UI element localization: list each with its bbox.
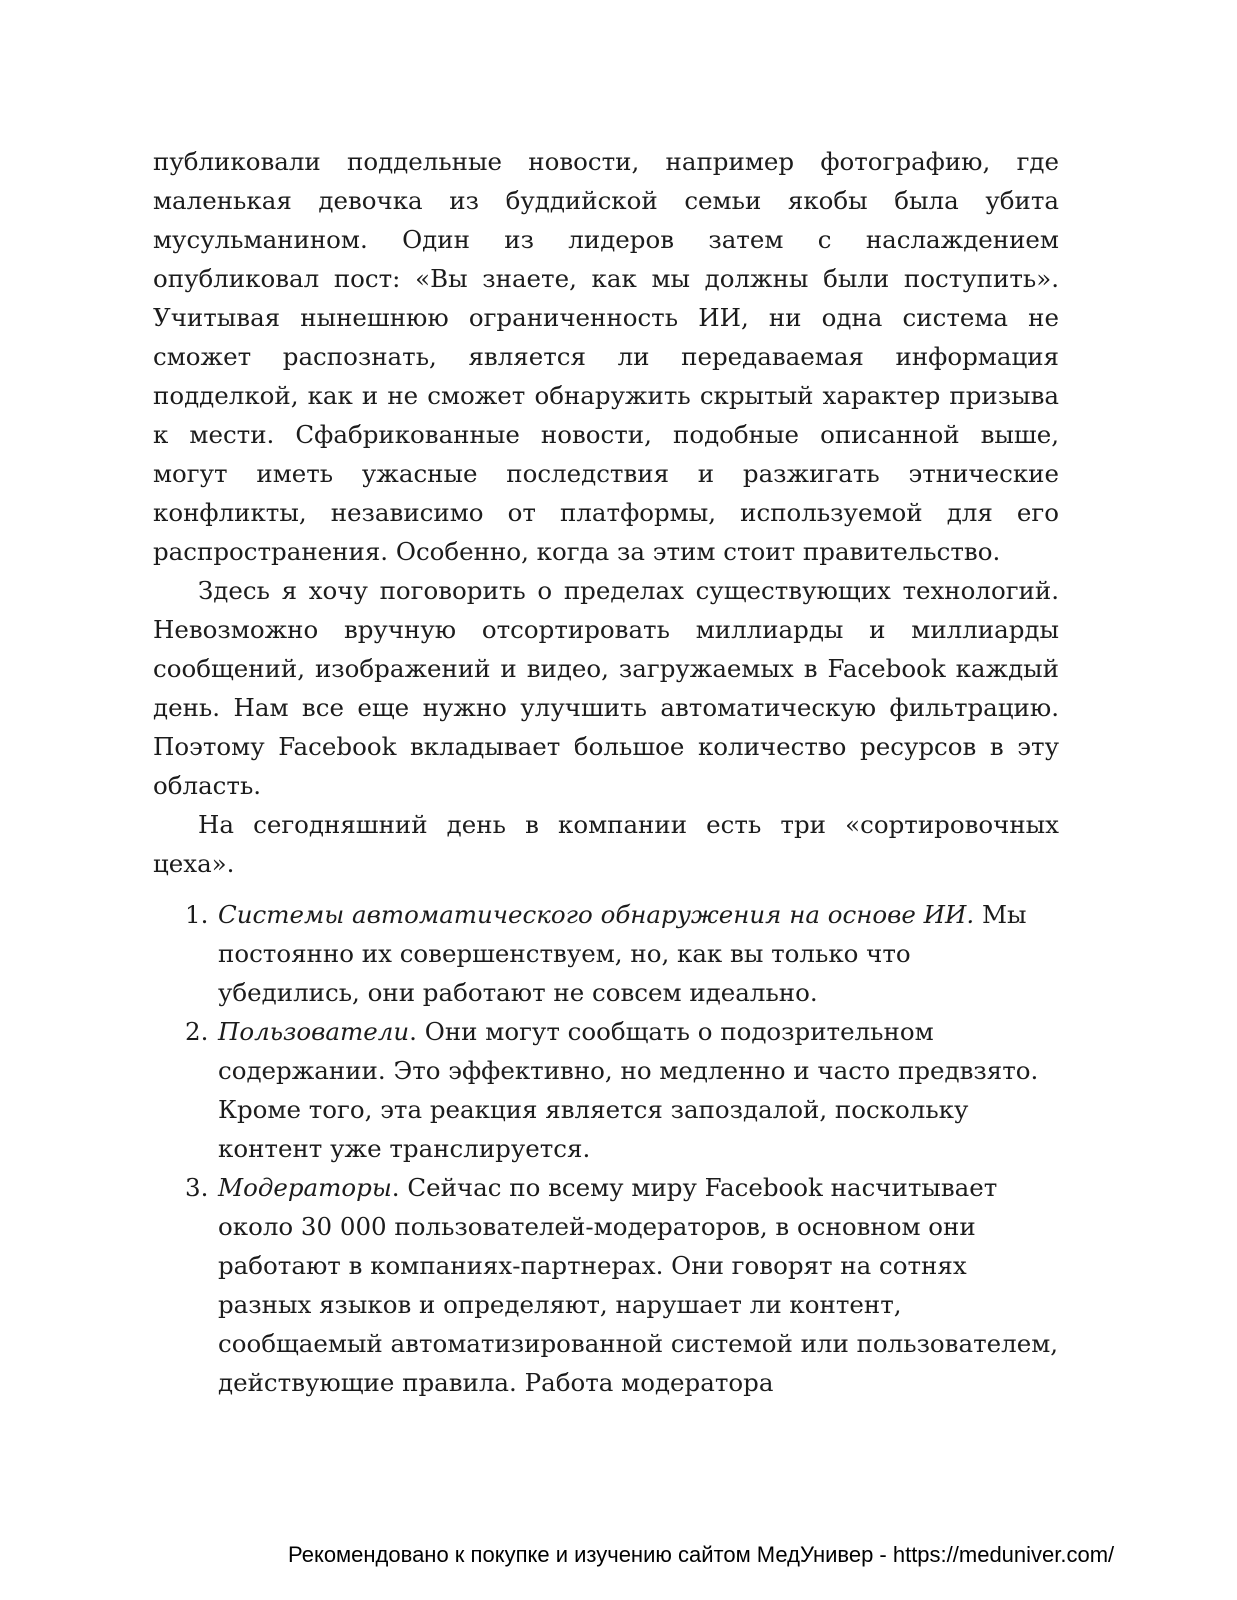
list-item-text: . Они могут сообщать о подозрительном содержании. Это эффективно, но медленно и часто предвзято. Кроме того, эта реакция является запоздалой, поскольку контент уже транслируется.: [218, 1017, 1039, 1163]
list-item: [153, 895, 1059, 1012]
paragraph: Здесь я хочу поговорить о пределах существующих технологий. Невозможно вручную отсортировать миллиарды и миллиарды сообщений, изображений и видео, загружаемых в Facebook каждый день. Нам все еще нужно улучшить автоматическую фильтрацию. Поэтому Facebook вкладывает большое количество ресурсов в эту область.: [153, 576, 1059, 800]
list-item-number: 1.: [185, 900, 209, 929]
paragraph: На сегодняшний день в компании есть три «сортировочных цеха».: [153, 810, 1059, 878]
list-item-number: 2.: [185, 1017, 209, 1046]
list-item-term: Модераторы: [218, 1173, 392, 1202]
list-item-term: Пользователи: [218, 1017, 410, 1046]
list-item: [153, 1012, 1059, 1168]
list-item-text: Мы постоянно их совершенствуем, но, как вы только что убедились, они работают не совсем идеально.: [218, 900, 1027, 1007]
list-item-number: 3.: [185, 1173, 209, 1202]
list-item: [153, 1168, 1059, 1402]
list-item-term: Системы автоматического обнаружения на основе ИИ.: [218, 900, 975, 929]
list-item-text: . Сейчас по всему миру Facebook насчитывает около 30 000 пользователей-модераторов, в основном они работают в компаниях-партнерах. Они говорят на сотнях разных языков и определяют, нарушает ли контент, сообщаемый автоматизированной системой или пользователем, действующие правила. Работа модератора: [218, 1173, 1059, 1397]
footer-recommendation: Рекомендовано к покупке и изучению сайтом МедУнивер - https://meduniver.com/: [288, 1542, 1115, 1567]
numbered-list: [153, 895, 1059, 1402]
paragraph: публиковали поддельные новости, например фотографию, где маленькая девочка из буддийской семьи якобы была убита мусульманином. Один из лидеров затем с наслаждением опубликовал пост: «Вы знаете, как мы должны были поступить». Учитывая нынешнюю ограниченность ИИ, ни одна система не сможет распознать, является ли передаваемая информация подделкой, как и не сможет обнаружить скрытый характер призыва к мести. Сфабрикованные новости, подобные описанной выше, могут иметь ужасные последствия и разжигать этнические конфликты, независимо от платформы, используемой для его распространения. Особенно, когда за этим стоит правительство.: [153, 147, 1059, 566]
page-body: [153, 142, 1059, 1402]
